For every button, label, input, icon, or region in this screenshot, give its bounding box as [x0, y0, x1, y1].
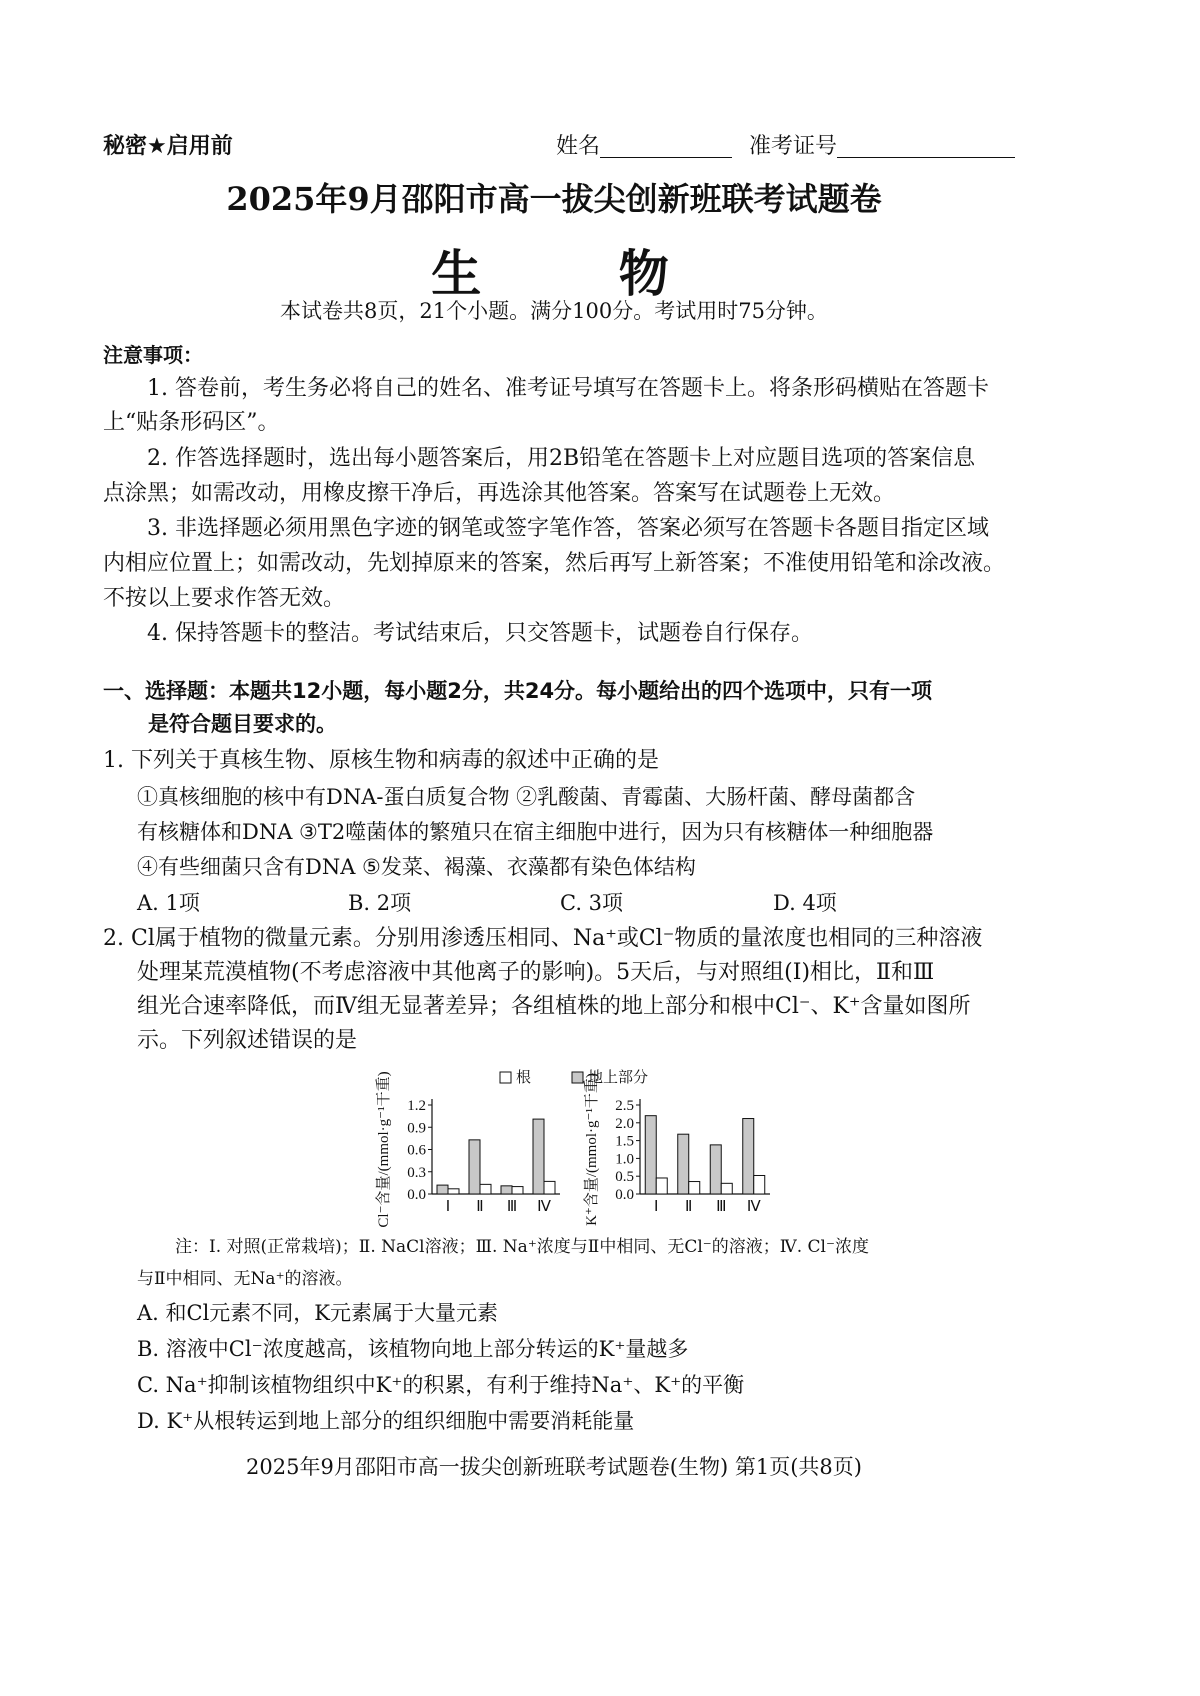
note-line: 内相应位置上；如需改动，先划掉原来的答案，然后再写上新答案；不准使用铅笔和涂改液。 — [103, 551, 1006, 576]
x-tick-label: Ⅰ — [445, 1199, 451, 1215]
q2-option-c[interactable]: C. Na⁺抑制该植物组织中K⁺的积累，有利于维持Na⁺、K⁺的平衡 — [137, 1373, 745, 1397]
bar-root — [754, 1175, 765, 1194]
y-axis-label: Cl⁻含量/(mmol·g⁻¹干重) — [376, 1071, 392, 1228]
y-tick-label: 1.0 — [615, 1151, 634, 1168]
x-tick-label: Ⅳ — [537, 1199, 551, 1215]
subject-title: 生 物 — [431, 244, 729, 303]
x-tick-label: Ⅰ — [654, 1199, 659, 1215]
bar-shoot — [678, 1134, 689, 1194]
x-tick-label: Ⅱ — [476, 1199, 484, 1215]
bar-root — [448, 1189, 459, 1194]
q2-stem: 示。下列叙述错误的是 — [137, 1028, 358, 1053]
exam-intro: 本试卷共8页，21个小题。满分100分。考试用时75分钟。 — [280, 299, 828, 323]
y-tick-label: 2.0 — [615, 1115, 634, 1132]
y-tick-label: 2.5 — [615, 1098, 634, 1114]
y-axis-label: K⁺含量/(mmol·g⁻¹干重) — [584, 1073, 600, 1226]
y-tick-label: 0.0 — [407, 1187, 426, 1203]
q2-option-a[interactable]: A. 和Cl元素不同，K元素属于大量元素 — [137, 1301, 498, 1325]
note-line: 点涂黑；如需改动，用橡皮擦干净后，再选涂其他答案。答案写在试题卷上无效。 — [103, 481, 896, 506]
q1-statement: 有核糖体和DNA ③T2噬菌体的繁殖只在宿主细胞中进行，因为只有核糖体一种细胞器 — [137, 820, 934, 844]
y-tick-label: 0.3 — [407, 1164, 426, 1181]
legend-shoot-swatch — [572, 1072, 583, 1083]
q2-stem: 组光合速率降低，而Ⅳ组无显著差异；各组植株的地上部分和根中Cl⁻、K⁺含量如图所 — [137, 994, 971, 1019]
bar-root — [512, 1187, 523, 1194]
q1-option-b[interactable]: B. 2项 — [348, 891, 412, 915]
note-line: 2. 作答选择题时，选出每小题答案后，用2B铅笔在答题卡上对应题目选项的答案信息 — [147, 446, 976, 471]
q2-option-b[interactable]: B. 溶液中Cl⁻浓度越高，该植物向地上部分转运的K⁺量越多 — [137, 1337, 689, 1361]
notes-heading: 注意事项： — [103, 343, 203, 367]
legend-root-label: 根 — [516, 1070, 532, 1086]
name-label: 姓名 — [556, 134, 601, 159]
q1-option-d[interactable]: D. 4项 — [773, 891, 837, 915]
bar-shoot — [533, 1119, 544, 1194]
y-tick-label: 0.5 — [615, 1169, 634, 1186]
section-heading: 一、选择题：本题共12小题，每小题2分，共24分。每小题给出的四个选项中，只有一项 — [103, 679, 933, 703]
x-tick-label: Ⅱ — [685, 1199, 693, 1215]
q1-statement: ④有些细菌只含有DNA ⑤发菜、褐藻、衣藻都有染色体结构 — [137, 855, 696, 879]
exam-title: 2025年9月邵阳市高一拔尖创新班联考试题卷 — [226, 180, 882, 218]
x-tick-label: Ⅲ — [506, 1199, 518, 1215]
bar-root — [480, 1184, 491, 1194]
chart-note: 与Ⅱ中相同、无Na⁺的溶液。 — [137, 1269, 353, 1289]
q2-stem: 2. Cl属于植物的微量元素。分别用渗透压相同、Na⁺或Cl⁻物质的量浓度也相同的三种溶液 — [103, 926, 983, 951]
secret-label: 秘密★启用前 — [103, 134, 233, 159]
note-line: 4. 保持答题卡的整洁。考试结束后，只交答题卡，试题卷自行保存。 — [147, 621, 813, 646]
y-tick-label: 1.2 — [407, 1098, 426, 1114]
name-blank[interactable] — [600, 137, 732, 158]
page-footer: 2025年9月邵阳市高一拔尖创新班联考试题卷(生物) 第1页(共8页) — [246, 1455, 862, 1479]
q1-statement: ①真核细胞的核中有DNA-蛋白质复合物 ②乳酸菌、青霉菌、大肠杆菌、酵母菌都含 — [137, 785, 916, 809]
bar-shoot — [645, 1116, 656, 1194]
y-tick-label: 0.0 — [615, 1187, 634, 1203]
legend-shoot-label: 地上部分 — [588, 1070, 649, 1086]
exam-id-label: 准考证号 — [749, 134, 838, 159]
chart-legend — [500, 1068, 648, 1086]
q1-stem: 1. 下列关于真核生物、原核生物和病毒的叙述中正确的是 — [103, 748, 659, 773]
section-heading-cont: 是符合题目要求的。 — [148, 712, 337, 736]
bar-shoot — [501, 1186, 512, 1194]
note-line: 不按以上要求作答无效。 — [103, 586, 346, 611]
q1-option-a[interactable]: A. 1项 — [137, 891, 200, 915]
name-field[interactable] — [556, 136, 1015, 158]
bar-root — [721, 1183, 732, 1194]
exam-id-blank[interactable] — [837, 137, 1015, 158]
y-tick-label: 0.9 — [407, 1120, 426, 1137]
bar-root — [656, 1178, 667, 1194]
bar-shoot — [710, 1145, 721, 1194]
bar-shoot — [437, 1185, 448, 1194]
bar-root — [544, 1181, 555, 1194]
bar-shoot — [469, 1140, 480, 1194]
k-chart — [583, 1073, 770, 1226]
q2-stem: 处理某荒漠植物(不考虑溶液中其他离子的影响)。5天后，与对照组(Ⅰ)相比，Ⅱ和Ⅲ — [137, 960, 935, 985]
chart-note: 注：Ⅰ. 对照(正常栽培)；Ⅱ. NaCl溶液；Ⅲ. Na⁺浓度与Ⅱ中相同、无Cl⁻的溶液；Ⅳ. Cl⁻浓度 — [175, 1237, 869, 1257]
cl-chart — [375, 1071, 560, 1227]
x-tick-label: Ⅳ — [746, 1199, 761, 1215]
legend-root-swatch — [500, 1072, 511, 1083]
bar-shoot — [743, 1119, 754, 1194]
bar-root — [689, 1182, 700, 1194]
note-line: 3. 非选择题必须用黑色字迹的钢笔或签字笔作答，答案必须写在答题卡各题目指定区域 — [147, 516, 989, 541]
q2-option-d[interactable]: D. K⁺从根转运到地上部分的组织细胞中需要消耗能量 — [137, 1409, 635, 1433]
note-line: 上“贴条形码区”。 — [103, 410, 280, 435]
y-tick-label: 0.6 — [407, 1142, 426, 1159]
note-line: 1. 答卷前，考生务必将自己的姓名、准考证号填写在答题卡上。将条形码横贴在答题卡 — [147, 376, 989, 401]
y-tick-label: 1.5 — [615, 1133, 634, 1150]
q1-option-c[interactable]: C. 3项 — [560, 891, 624, 915]
ion-content-charts — [350, 1060, 850, 1230]
x-tick-label: Ⅲ — [716, 1199, 727, 1215]
